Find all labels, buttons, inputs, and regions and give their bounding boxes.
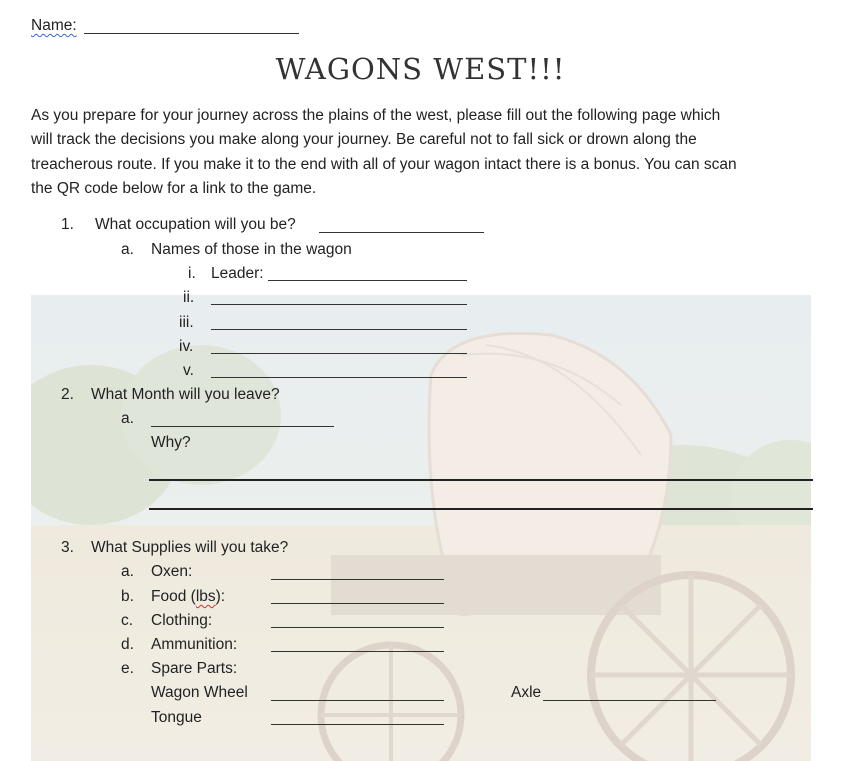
supply-marker-b: b. (121, 588, 134, 605)
supply-marker-d: d. (121, 636, 134, 653)
supply-marker-e: e. (121, 660, 134, 677)
spare-parts-label: Spare Parts: (151, 660, 238, 677)
food-label-post: ): (215, 588, 226, 605)
q3-number: 3. (61, 539, 74, 556)
name-field-line-iv[interactable] (211, 353, 467, 354)
name-marker-ii: ii. (183, 289, 195, 306)
name-label: Name: (31, 17, 77, 34)
q2-sub-a-marker: a. (121, 410, 134, 427)
oxen-label: Oxen: (151, 563, 193, 580)
wagon-wheel-label: Wagon Wheel (151, 684, 248, 701)
name-field-line-ii[interactable] (211, 304, 467, 305)
intro-line: will track the decisions you make along your journey. Be careful not to fall sick or drown along the (31, 131, 697, 149)
supply-marker-c: c. (121, 612, 134, 629)
food-label (151, 587, 225, 607)
occupation-field-line[interactable] (319, 232, 484, 233)
why-answer-line-1[interactable] (149, 479, 813, 481)
food-label-pre: Food ( (151, 588, 196, 605)
month-field-line[interactable] (151, 426, 334, 427)
name-field-line[interactable] (84, 33, 299, 34)
ammunition-field-line[interactable] (271, 651, 444, 652)
ammunition-label: Ammunition: (151, 636, 238, 653)
name-field-line-v[interactable] (211, 377, 467, 378)
q1-sub-a-marker: a. (121, 241, 134, 258)
page-title: WAGONS WEST!!! (275, 52, 566, 86)
q2-number: 2. (61, 386, 74, 403)
intro-line: treacherous route. If you make it to the end with all of your wagon intact there is a bonus. You can scan (31, 155, 737, 173)
leader-label: Leader: (211, 265, 264, 282)
food-label-unit: lbs (195, 588, 216, 605)
leader-field-line[interactable] (268, 280, 467, 281)
intro-paragraph (31, 104, 821, 201)
intro-line: As you prepare for your journey across the plains of the west, please fill out the following page which (31, 107, 721, 124)
wagon-wheel-field-line[interactable] (271, 700, 444, 701)
tongue-field-line[interactable] (271, 724, 444, 725)
why-label: Why? (151, 434, 191, 451)
name-marker-iv: iv. (179, 338, 194, 355)
why-answer-line-2[interactable] (149, 508, 813, 510)
clothing-label: Clothing: (151, 612, 213, 629)
name-marker-v: v. (183, 362, 194, 379)
q1-number: 1. (61, 216, 74, 233)
q1-text: What occupation will you be? (95, 216, 296, 233)
clothing-field-line[interactable] (271, 627, 444, 628)
covered-wagon-watermark-image (31, 295, 811, 761)
q1-sub-a-text: Names of those in the wagon (151, 241, 352, 258)
name-field-line-iii[interactable] (211, 329, 467, 330)
tongue-label: Tongue (151, 709, 202, 726)
food-field-line[interactable] (271, 603, 444, 604)
oxen-field-line[interactable] (271, 579, 444, 580)
axle-label: Axle (511, 684, 542, 701)
supply-marker-a: a. (121, 563, 134, 580)
name-marker-i: i. (188, 265, 196, 282)
name-marker-iii: iii. (179, 314, 194, 331)
intro-line: the QR code below for a link to the game. (31, 179, 317, 197)
q2-text: What Month will you leave? (91, 386, 280, 403)
q3-text: What Supplies will you take? (91, 539, 289, 556)
axle-field-line[interactable] (543, 700, 716, 701)
